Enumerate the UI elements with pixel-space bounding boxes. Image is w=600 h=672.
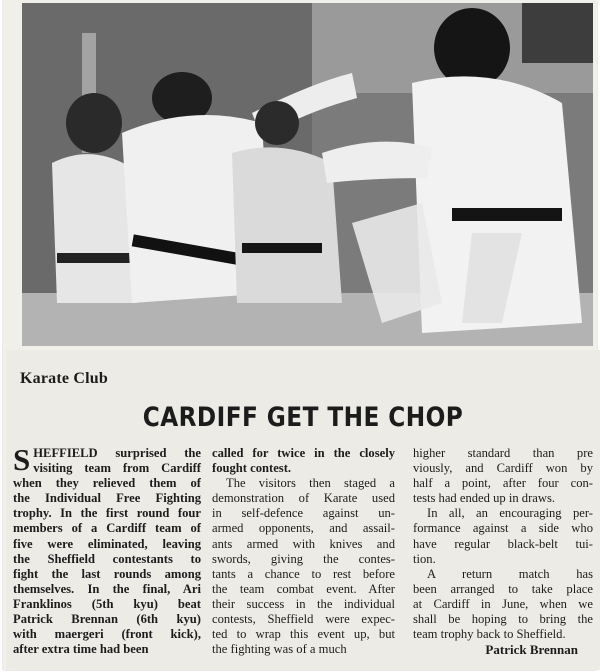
column-line: ted to wrap this event up, but bbox=[212, 627, 395, 642]
column-line: themselves. In the final, Ari bbox=[13, 581, 201, 596]
column-line: HEFFIELD surprised the bbox=[33, 446, 201, 460]
column-line: when they relieved them of bbox=[13, 476, 201, 491]
column-line: swords, giving the contes- bbox=[212, 551, 395, 566]
article-column-3 bbox=[413, 446, 593, 642]
column-line: Patrick Brennan (6th kyu) bbox=[13, 612, 201, 627]
column-line: armed opponents, and assail- bbox=[212, 521, 395, 536]
column-line: their success in the individual bbox=[212, 596, 395, 611]
column-line: called for twice in the closely bbox=[212, 446, 395, 460]
column-line: tests had ended up in draws. bbox=[413, 491, 555, 506]
section-label: Karate Club bbox=[20, 370, 108, 387]
headline: CARDIFF GET THE CHOP bbox=[142, 402, 464, 433]
column-line: In all, an encouraging per- bbox=[427, 506, 593, 521]
column-line: viously, and Cardiff won by bbox=[413, 461, 593, 476]
column-line: team trophy back to Sheffield. bbox=[413, 627, 566, 642]
column-line: half a point, after four con- bbox=[413, 476, 593, 491]
article-column-2 bbox=[212, 446, 395, 657]
column-line: shall be hoping to bring the bbox=[413, 612, 593, 627]
drop-cap: S bbox=[13, 442, 31, 477]
column-line: after extra time had been bbox=[13, 642, 149, 657]
column-line: fight the last rounds among bbox=[13, 566, 201, 581]
column-line: A return match has bbox=[427, 566, 593, 581]
column-line: members of a Cardiff team of bbox=[13, 521, 201, 536]
column-line: the fighting was of a much bbox=[212, 642, 347, 657]
column-line: The visitors then staged a bbox=[226, 476, 395, 491]
column-line: demonstration of Karate used bbox=[212, 491, 395, 506]
column-line: ants armed with knives and bbox=[212, 536, 395, 551]
karate-fighters-illustration bbox=[22, 3, 593, 346]
article-column-1 bbox=[13, 442, 201, 657]
column-line: tion. bbox=[413, 551, 436, 566]
karate-photo bbox=[22, 3, 593, 346]
column-line: in self-defence against un- bbox=[212, 506, 395, 521]
column-line: contests, Sheffield were expec- bbox=[212, 612, 395, 627]
newspaper-clipping bbox=[3, 0, 597, 670]
column-line: higher standard than pre bbox=[413, 446, 593, 460]
column-line: visiting team from Cardiff bbox=[33, 461, 201, 476]
column-line: formance against a side who bbox=[413, 521, 593, 536]
column-line: with maergeri (front kick), bbox=[13, 627, 201, 642]
column-line: the Sheffield contestants to bbox=[13, 551, 201, 566]
byline: Patrick Brennan bbox=[485, 642, 578, 657]
column-line: fought contest. bbox=[212, 461, 292, 476]
column-line: at Cardiff in June, when we bbox=[413, 596, 593, 611]
column-line: the Individual Free Fighting bbox=[13, 491, 201, 506]
column-line: the team combat event. After bbox=[212, 581, 395, 596]
column-line: have regular black-belt tui- bbox=[413, 536, 593, 551]
article bbox=[6, 350, 600, 670]
column-line: been arranged to take place bbox=[413, 581, 593, 596]
column-line: trophy. In the first round four bbox=[13, 506, 201, 521]
column-line: Franklinos (5th kyu) beat bbox=[13, 596, 201, 611]
column-line: five were eliminated, leaving bbox=[13, 536, 201, 551]
column-line: tants a chance to rest before bbox=[212, 566, 395, 581]
